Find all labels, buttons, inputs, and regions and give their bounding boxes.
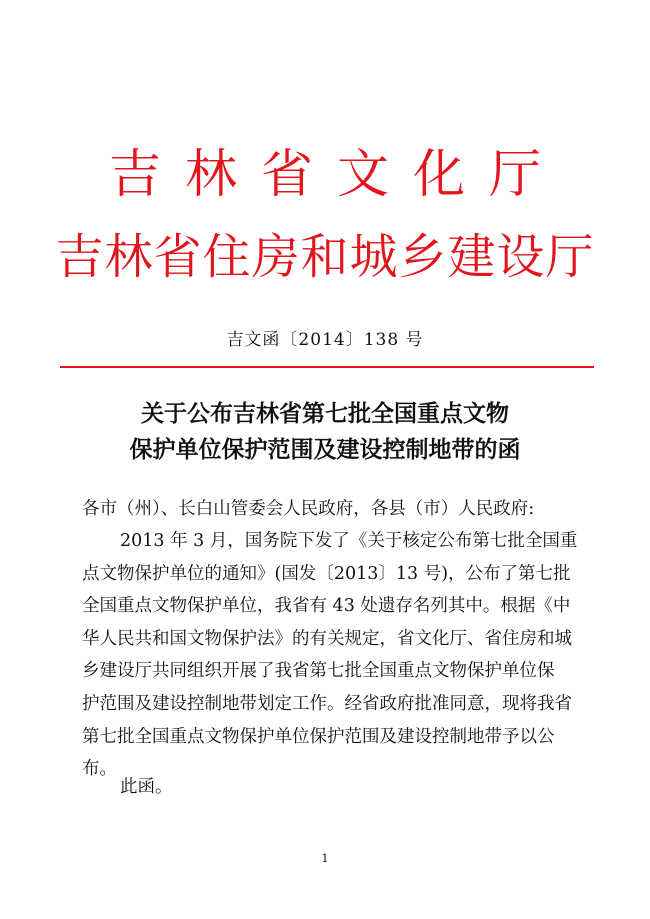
paragraph-line: 护范围及建设控制地带划定工作。经省政府批准同意，现将我省 [82,693,572,714]
salutation: 各市（州）、长白山管委会人民政府，各县（市）人民政府: [82,499,535,519]
page-number: 1 [321,852,329,865]
document-title-line-1: 关于公布吉林省第七批全国重点文物 [141,401,509,427]
paragraph-line: 点文物保护单位的通知》(国发〔2013〕13 号)，公布了第七批 [82,563,571,584]
issuer-name-housing-department: 吉林省住房和城乡建设厅 [55,229,595,285]
paragraph-line: 布。 [82,759,117,780]
document-title-line-2: 保护单位保护范围及建设控制地带的函 [129,437,521,463]
paragraph-line: 第七批全国重点文物保护单位保护范围及建设控制地带予以公 [82,726,555,747]
document-number: 吉文函〔2014〕138 号 [226,330,424,350]
paragraph-line: 全国重点文物保护单位，我省有 43 处遗存名列其中。根据《中 [82,596,571,617]
paragraph-line: 乡建设厅共同组织开展了我省第七批全国重点文物保护单位保 [82,661,555,682]
body-paragraph [82,525,578,786]
paragraph-line: 华人民共和国文物保护法》的有关规定，省文化厅、省住房和城 [82,628,572,649]
closing-line: 此函。 [120,777,173,797]
red-divider-line [60,366,594,368]
issuer-name-culture-department: 吉林省文化厅 [108,145,565,205]
paragraph-line: 2013 年 3 月，国务院下发了《关于核定公布第七批全国重 [120,531,578,551]
